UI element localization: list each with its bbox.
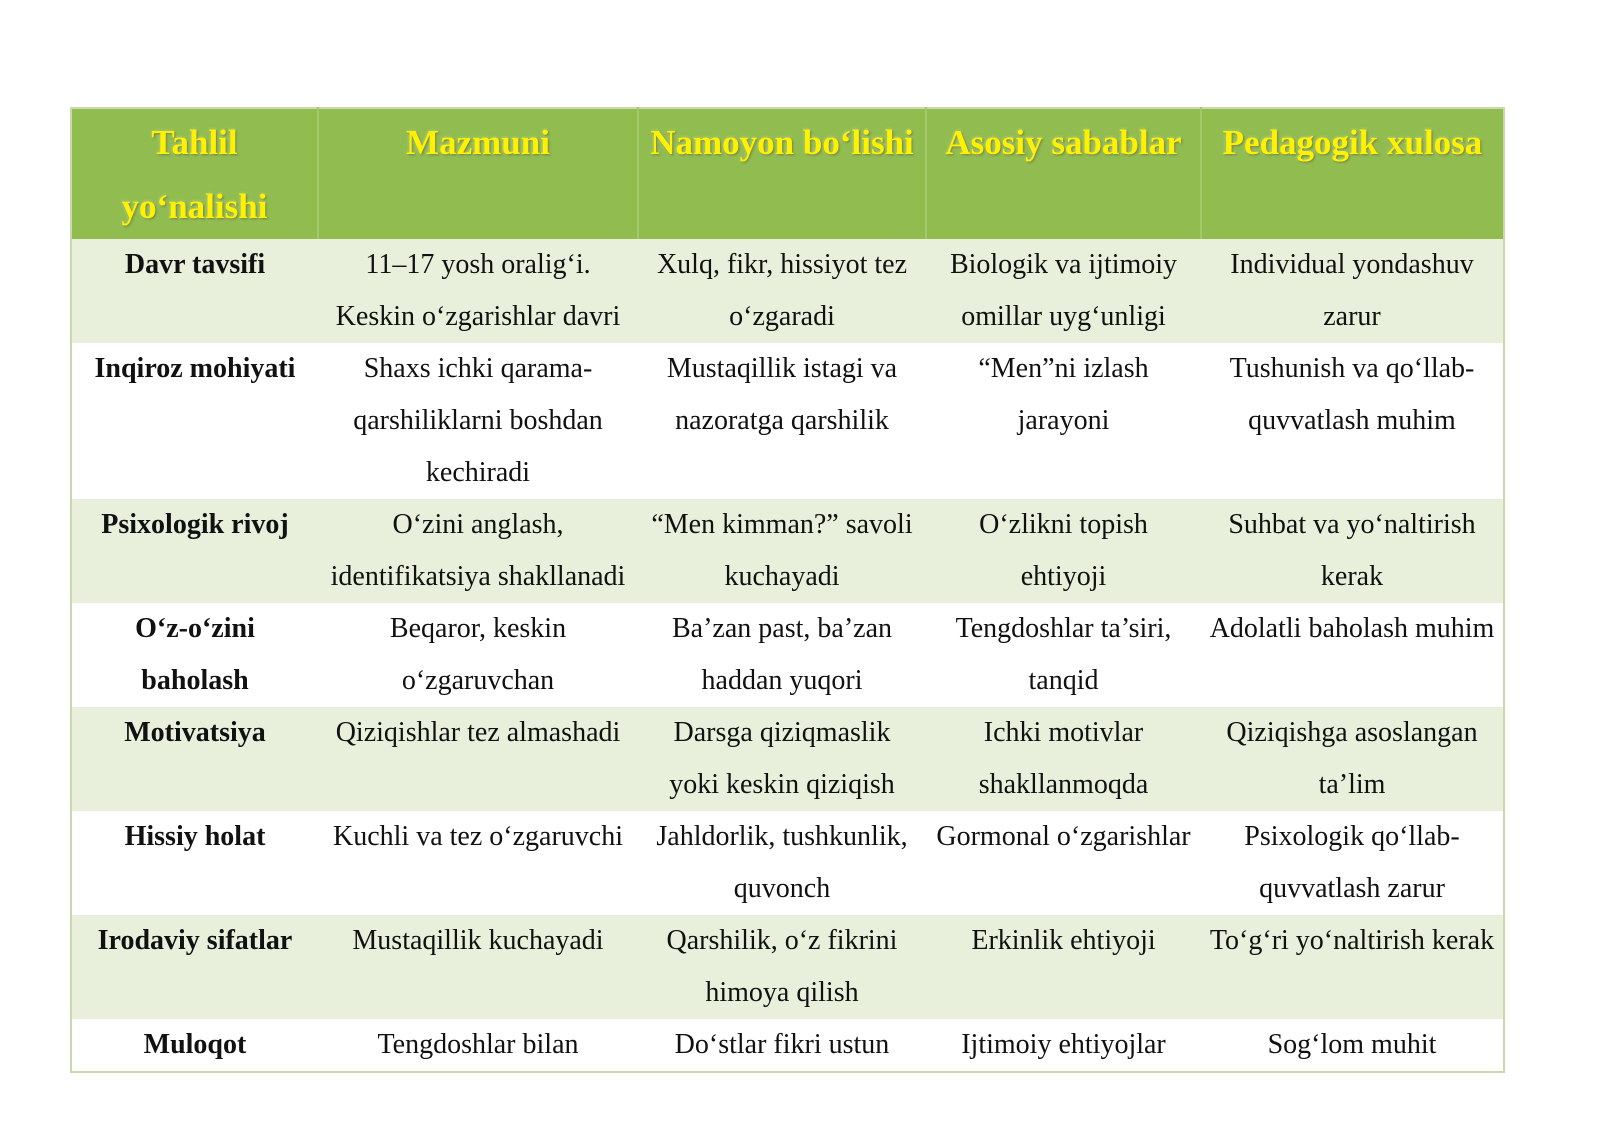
table-cell: 11–17 yosh oralig‘i. Keskin o‘zgarishlar davri: [318, 239, 638, 343]
table-header: [71, 108, 1504, 239]
table-cell: Mustaqillik kuchayadi: [318, 915, 638, 1019]
row-heading: Hissiy holat: [71, 811, 318, 915]
row-heading: Davr tavsifi: [71, 239, 318, 343]
table-cell: Ijtimoiy ehtiyojlar: [926, 1019, 1201, 1072]
header-cell-conclusion: Pedagogik xulosa: [1201, 108, 1504, 239]
table-cell: Shaxs ichki qarama-qarshiliklarni boshdan kechiradi: [318, 343, 638, 499]
header-row: [71, 108, 1504, 239]
header-cell-causes: Asosiy sabablar: [926, 108, 1201, 239]
table-cell: To‘g‘ri yo‘naltirish kerak: [1201, 915, 1504, 1019]
header-cell-manifestation: Namoyon bo‘lishi: [638, 108, 926, 239]
table-cell: Qarshilik, o‘z fikrini himoya qilish: [638, 915, 926, 1019]
row-heading: Muloqot: [71, 1019, 318, 1072]
table-cell: Individual yondashuv zarur: [1201, 239, 1504, 343]
header-cell-content: Mazmuni: [318, 108, 638, 239]
row-heading: Irodaviy sifatlar: [71, 915, 318, 1019]
table-cell: Darsga qiziqmaslik yoki keskin qiziqish: [638, 707, 926, 811]
table-cell: “Men kimman?” savoli kuchayadi: [638, 499, 926, 603]
table-row: [71, 811, 1504, 915]
table-row: [71, 499, 1504, 603]
table-cell: Tengdoshlar ta’siri, tanqid: [926, 603, 1201, 707]
table-cell: Jahldorlik, tushkunlik, quvonch: [638, 811, 926, 915]
table-cell: Kuchli va tez o‘zgaruvchi: [318, 811, 638, 915]
table-cell: Mustaqillik istagi va nazoratga qarshilik: [638, 343, 926, 499]
table-cell: Tengdoshlar bilan: [318, 1019, 638, 1072]
row-heading: Motivatsiya: [71, 707, 318, 811]
table-body: [71, 239, 1504, 1072]
table-cell: Erkinlik ehtiyoji: [926, 915, 1201, 1019]
row-heading: Inqiroz mohiyati: [71, 343, 318, 499]
table-row: [71, 239, 1504, 343]
table-row: [71, 915, 1504, 1019]
table-row: [71, 1019, 1504, 1072]
table-row: [71, 707, 1504, 811]
analysis-table: [70, 107, 1505, 1073]
table-row: [71, 343, 1504, 499]
table-cell: Qiziqishga asoslangan ta’lim: [1201, 707, 1504, 811]
table-cell: Psixologik qo‘llab-quvvatlash zarur: [1201, 811, 1504, 915]
table-cell: Do‘stlar fikri ustun: [638, 1019, 926, 1072]
table-row: [71, 603, 1504, 707]
table-cell: Qiziqishlar tez almashadi: [318, 707, 638, 811]
table-cell: Xulq, fikr, hissiyot tez o‘zgaradi: [638, 239, 926, 343]
row-heading: O‘z-o‘zini baholash: [71, 603, 318, 707]
table-cell: Sog‘lom muhit: [1201, 1019, 1504, 1072]
table-cell: “Men”ni izlash jarayoni: [926, 343, 1201, 499]
table-cell: Suhbat va yo‘naltirish kerak: [1201, 499, 1504, 603]
table-cell: Ichki motivlar shakllanmoqda: [926, 707, 1201, 811]
table-cell: Adolatli baholash muhim: [1201, 603, 1504, 707]
row-heading: Psixologik rivoj: [71, 499, 318, 603]
table-cell: O‘zini anglash, identifikatsiya shakllanadi: [318, 499, 638, 603]
table-cell: Tushunish va qo‘llab-quvvatlash muhim: [1201, 343, 1504, 499]
table-cell: Ba’zan past, ba’zan haddan yuqori: [638, 603, 926, 707]
table-cell: Gormonal o‘zgarishlar: [926, 811, 1201, 915]
table-cell: Biologik va ijtimoiy omillar uyg‘unligi: [926, 239, 1201, 343]
table-cell: O‘zlikni topish ehtiyoji: [926, 499, 1201, 603]
table-cell: Beqaror, keskin o‘zgaruvchan: [318, 603, 638, 707]
header-cell-direction: Tahlil yo‘nalishi: [71, 108, 318, 239]
